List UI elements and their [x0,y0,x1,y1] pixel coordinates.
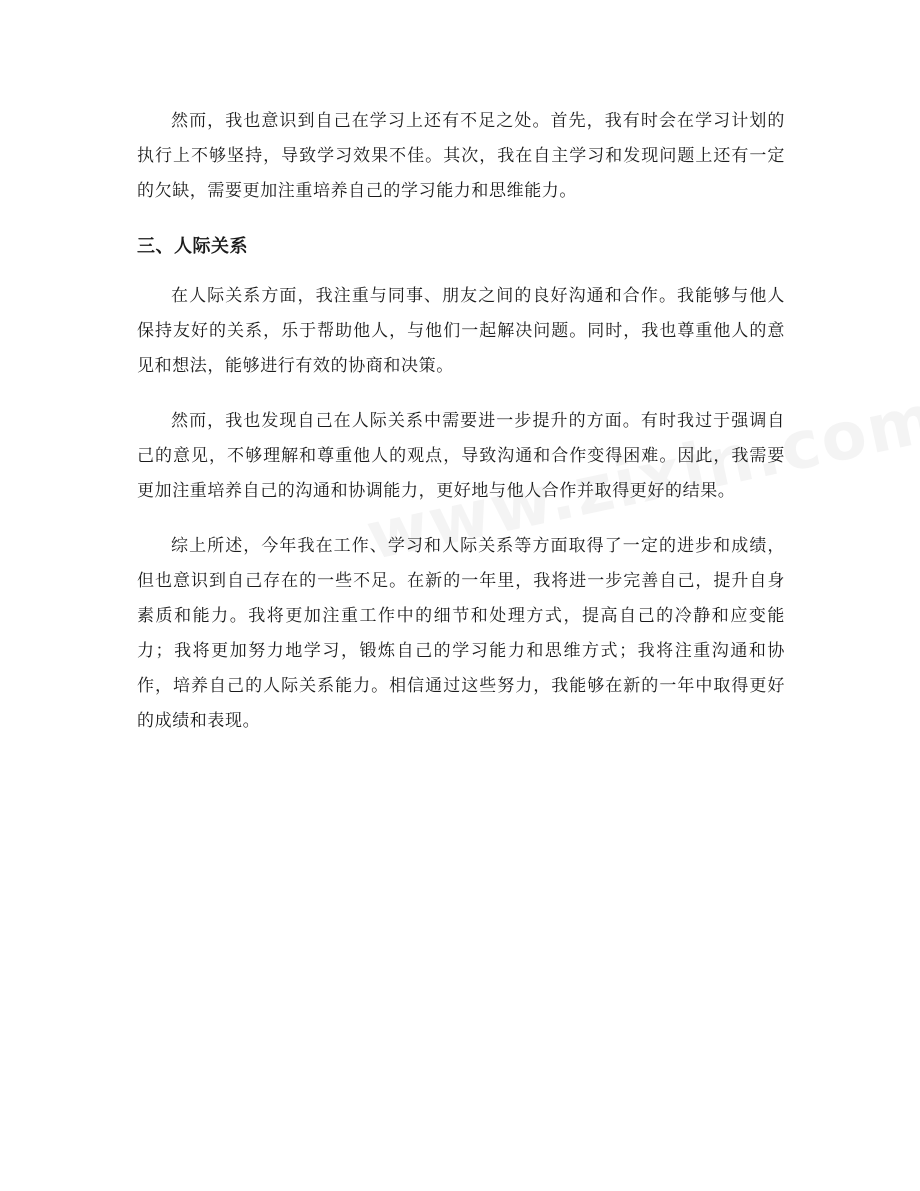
paragraph-relationships-improvements: 然而，我也发现自己在人际关系中需要进一步提升的方面。有时我过于强调自己的意见，不够理解和尊重他人的观点，导致沟通和合作变得困难。因此，我需要更加注重培养自己的沟通和协调能力，更好地与他人合作并取得更好的结果。 [137,411,785,501]
paragraph-relationships-strengths: 在人际关系方面，我注重与同事、朋友之间的良好沟通和合作。我能够与他人保持友好的关系，乐于帮助他人，与他们一起解决问题。同时，我也尊重他人的意见和想法，能够进行有效的协商和决策。 [137,286,785,376]
section-heading-relationships: 三、人际关系 [137,236,248,257]
paragraph-summary: 综上所述，今年我在工作、学习和人际关系等方面取得了一定的进步和成绩，但也意识到自己存在的一些不足。在新的一年里，我将进一步完善自己，提升自身素质和能力。我将更加注重工作中的细节和处理方式，提高自己的冷静和应变能力；我将更加努力地学习，锻炼自己的学习能力和思维方式；我将注重沟通和协作，培养自己的人际关系能力。相信通过这些努力，我能够在新的一年中取得更好的成绩和表现。 [137,536,785,731]
document-body [137,104,785,759]
paragraph-study-shortcomings: 然而，我也意识到自己在学习上还有不足之处。首先，我有时会在学习计划的执行上不够坚持，导致学习效果不佳。其次，我在自主学习和发现问题上还有一定的欠缺，需要更加注重培养自己的学习能力和思维能力。 [137,111,785,201]
